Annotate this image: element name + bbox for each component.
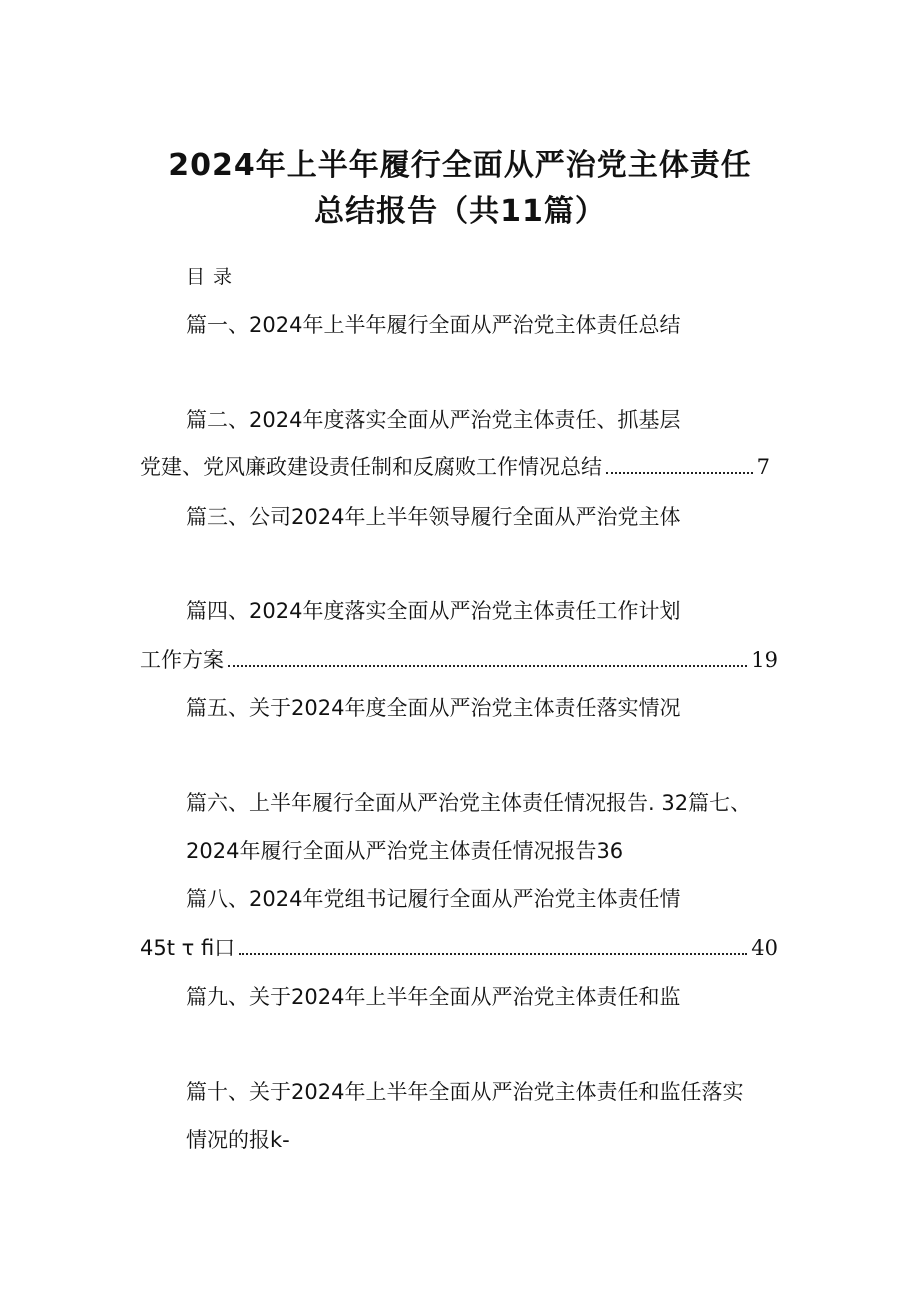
toc-entry-text: 党建、党风廉政建设责任制和反腐败工作情况总结 <box>140 455 602 479</box>
toc-entry-2[interactable]: 篇二、2024年度落实全面从严治党主体责任、抓基层 <box>186 408 681 432</box>
toc-heading: 目录 <box>186 266 241 288</box>
toc-entry-8-continuation[interactable] <box>140 933 778 963</box>
toc-entry-10-continuation[interactable]: 情况的报k- <box>186 1128 290 1152</box>
toc-entry-4-continuation[interactable] <box>140 645 778 675</box>
document-title-line-2: 总结报告（共11篇） <box>314 194 606 229</box>
toc-entry-text: 45t τ fi口 <box>140 936 236 960</box>
dot-leader <box>239 952 747 955</box>
toc-entry-2-continuation[interactable] <box>140 452 770 482</box>
toc-entry-6[interactable]: 篇六、上半年履行全面从严治党主体责任情况报告. 32篇七、 <box>186 791 752 815</box>
toc-page-number: 7 <box>756 455 770 479</box>
toc-page-number: 40 <box>751 936 778 960</box>
toc-entry-3[interactable]: 篇三、公司2024年上半年领导履行全面从严治党主体 <box>186 505 681 529</box>
toc-entry-text: 工作方案 <box>140 648 224 672</box>
document-title-line-1: 2024年上半年履行全面从严治党主体责任 <box>168 148 752 183</box>
toc-entry-4[interactable]: 篇四、2024年度落实全面从严治党主体责任工作计划 <box>186 599 681 623</box>
toc-entry-1[interactable]: 篇一、2024年上半年履行全面从严治党主体责任总结 <box>186 313 681 337</box>
toc-entry-9[interactable]: 篇九、关于2024年上半年全面从严治党主体责任和监 <box>186 985 681 1009</box>
toc-page-number: 19 <box>751 648 778 672</box>
toc-entry-7[interactable]: 2024年履行全面从严治党主体责任情况报告36 <box>186 839 624 863</box>
dot-leader <box>606 471 753 474</box>
toc-entry-5[interactable]: 篇五、关于2024年度全面从严治党主体责任落实情况 <box>186 696 681 720</box>
dot-leader <box>228 664 747 667</box>
toc-entry-8[interactable]: 篇八、2024年党组书记履行全面从严治党主体责任情 <box>186 887 681 911</box>
toc-entry-10[interactable]: 篇十、关于2024年上半年全面从严治党主体责任和监任落实 <box>186 1080 744 1104</box>
